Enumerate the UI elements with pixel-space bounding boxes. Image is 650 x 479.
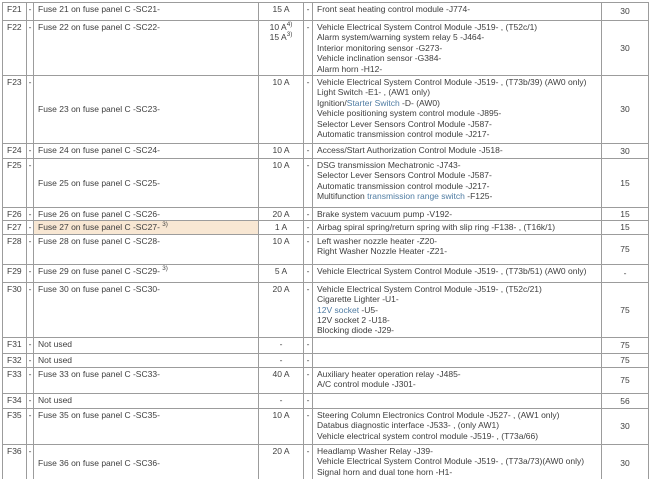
amperage-cell xyxy=(259,208,304,221)
component-line xyxy=(317,284,598,294)
amperage-text: 20 A xyxy=(272,445,290,456)
dash-cell: - xyxy=(304,159,313,208)
fuse-description-cell xyxy=(34,21,259,76)
amperage-cell xyxy=(259,234,304,264)
terminal-value-cell: 30 xyxy=(602,144,649,159)
table-row xyxy=(3,221,649,234)
amperage-value xyxy=(261,22,301,32)
table-row xyxy=(3,337,649,353)
components-cell xyxy=(313,21,602,76)
fuse-id-cell: F32 xyxy=(3,353,27,367)
component-line xyxy=(317,108,598,118)
component-line xyxy=(317,379,598,389)
table-row xyxy=(3,159,649,208)
terminal-value-cell: 75 xyxy=(602,337,649,353)
component-text: Headlamp Washer Relay -J39- xyxy=(317,445,433,456)
component-text: Front seat heating control module -J774- xyxy=(317,4,471,14)
component-line xyxy=(317,236,598,246)
dash-cell: - xyxy=(304,367,313,393)
dash-cell: - xyxy=(304,264,313,282)
component-text: Alarm horn -H12- xyxy=(317,63,383,74)
dash-cell: - xyxy=(27,21,34,76)
component-link[interactable]: 12V socket xyxy=(317,304,360,315)
terminal-value-cell: 15 xyxy=(602,221,649,234)
amperage-cell xyxy=(259,337,304,353)
amperage-text: 40 A xyxy=(272,368,290,379)
component-link[interactable]: transmission range switch xyxy=(367,191,465,202)
component-line xyxy=(317,191,598,201)
amperage-cell xyxy=(259,264,304,282)
fuse-description-cell xyxy=(34,3,259,21)
component-line xyxy=(317,145,598,155)
amperage-value xyxy=(261,410,301,420)
components-cell xyxy=(313,282,602,337)
component-text: Right Washer Nozzle Heater -Z21- xyxy=(317,246,448,257)
table-row xyxy=(3,408,649,444)
fuse-id-cell: F33 xyxy=(3,367,27,393)
component-text: Vehicle inclination sensor -G384- xyxy=(317,53,442,64)
terminal-value-cell: 75 xyxy=(602,282,649,337)
component-line xyxy=(317,98,598,108)
fuse-description: Not used xyxy=(38,394,73,405)
component-line xyxy=(317,315,598,325)
amperage-value xyxy=(261,446,301,456)
fuse-description: Fuse 21 on fuse panel C -SC21- xyxy=(38,4,160,14)
dash-cell: - xyxy=(27,264,34,282)
component-text: Automatic transmission control module -J217- xyxy=(317,180,490,191)
component-line xyxy=(317,209,598,219)
footnote-marker: 3) xyxy=(286,31,293,39)
table-row xyxy=(3,444,649,479)
component-line xyxy=(317,22,598,32)
component-line xyxy=(317,181,598,191)
terminal-value-cell: 15 xyxy=(602,159,649,208)
component-text: Interior monitoring sensor -G273- xyxy=(317,42,443,53)
dash-cell: - xyxy=(304,282,313,337)
fuse-description-cell xyxy=(34,234,259,264)
dash-cell: - xyxy=(27,159,34,208)
component-text: Airbag spiral spring/return spring with slip ring -F138- , (T16k/1) xyxy=(317,222,556,233)
terminal-value-cell: 75 xyxy=(602,353,649,367)
table-row xyxy=(3,282,649,337)
component-text: -U5- xyxy=(359,304,378,315)
amperage-cell xyxy=(259,408,304,444)
component-text: -D- (AW0) xyxy=(399,97,440,108)
component-line xyxy=(317,410,598,420)
amperage-cell xyxy=(259,144,304,159)
fuse-description: Fuse 23 on fuse panel C -SC23- xyxy=(38,104,160,115)
component-line xyxy=(317,43,598,53)
amperage-value xyxy=(261,209,301,219)
amperage-cell xyxy=(259,221,304,234)
fuse-id-cell: F23 xyxy=(3,76,27,144)
fuse-id-cell: F31 xyxy=(3,337,27,353)
table-row xyxy=(3,3,649,21)
component-line xyxy=(317,129,598,139)
amperage-value xyxy=(261,284,301,294)
fuse-id-cell: F24 xyxy=(3,144,27,159)
fuse-description-cell xyxy=(34,264,259,282)
fuse-description-cell xyxy=(34,76,259,144)
dash-cell: - xyxy=(27,337,34,353)
amperage-text: - xyxy=(279,354,283,365)
footnote-marker: 3) xyxy=(162,221,168,229)
components-cell xyxy=(313,444,602,479)
fuse-description: Fuse 26 on fuse panel C -SC26- xyxy=(38,209,160,220)
components-cell xyxy=(313,234,602,264)
amperage-value xyxy=(261,395,301,405)
amperage-value xyxy=(261,32,301,42)
component-line xyxy=(317,87,598,97)
component-text: Vehicle Electrical System Control Module -J519- , (T52c/1) xyxy=(317,22,538,32)
component-line xyxy=(317,467,598,477)
components-cell xyxy=(313,144,602,159)
component-line xyxy=(317,456,598,466)
components-cell xyxy=(313,353,602,367)
amperage-text: - xyxy=(279,394,283,405)
components-cell xyxy=(313,3,602,21)
component-line xyxy=(317,53,598,63)
component-text: Selector Lever Sensors Control Module -J587- xyxy=(317,170,492,181)
amperage-cell xyxy=(259,353,304,367)
terminal-value-cell: 30 xyxy=(602,21,649,76)
fuse-description: Not used xyxy=(38,338,73,349)
terminal-value-cell: 30 xyxy=(602,76,649,144)
fuse-description: Fuse 30 on fuse panel C -SC30- xyxy=(38,283,160,294)
amperage-cell xyxy=(259,76,304,144)
amperage-text: 1 A xyxy=(274,222,288,233)
component-text: A/C control module -J301- xyxy=(317,379,416,390)
terminal-value-cell: - xyxy=(602,264,649,282)
fuse-description: Fuse 33 on fuse panel C -SC33- xyxy=(38,368,160,379)
amperage-cell xyxy=(259,444,304,479)
fuse-description: Fuse 36 on fuse panel C -SC36- xyxy=(38,458,160,469)
component-text: Vehicle electrical system control module -J519- , (T73a/66) xyxy=(317,430,539,441)
fuse-description: Fuse 35 on fuse panel C -SC35- xyxy=(38,409,160,420)
component-line xyxy=(317,222,598,232)
amperage-text: 10 A xyxy=(272,77,290,88)
component-text: Vehicle Electrical System Control Module -J519- , (T73b/39) (AW0 only) xyxy=(317,77,587,88)
terminal-value-cell: 30 xyxy=(602,3,649,21)
fuse-id-cell: F25 xyxy=(3,159,27,208)
amperage-cell xyxy=(259,367,304,393)
dash-cell: - xyxy=(304,221,313,234)
fuse-description: Fuse 28 on fuse panel C -SC28- xyxy=(38,235,160,246)
fuse-id-cell: F35 xyxy=(3,408,27,444)
dash-cell: - xyxy=(304,3,313,21)
components-cell xyxy=(313,264,602,282)
footnote-marker: 4) xyxy=(286,21,293,29)
component-text: Automatic transmission control module -J217- xyxy=(317,129,490,140)
dash-cell: - xyxy=(27,393,34,408)
component-line xyxy=(317,4,598,14)
footnote-marker: 3) xyxy=(162,265,168,273)
amperage-value xyxy=(261,266,301,276)
fuse-description: Fuse 27 on fuse panel C -SC27- xyxy=(38,222,163,233)
fuse-id-cell: F22 xyxy=(3,21,27,76)
fuse-description-cell xyxy=(34,208,259,221)
component-text: Left washer nozzle heater -Z20- xyxy=(317,235,438,246)
components-cell xyxy=(313,221,602,234)
terminal-value-cell: 56 xyxy=(602,393,649,408)
component-text: Vehicle Electrical System Control Module -J519- , (T73b/51) (AW0 only) xyxy=(317,265,587,276)
fuse-description-cell xyxy=(34,408,259,444)
dash-cell: - xyxy=(304,21,313,76)
component-line xyxy=(317,266,598,276)
fuse-description: Fuse 25 on fuse panel C -SC25- xyxy=(38,177,160,188)
amperage-text: 10 A xyxy=(272,235,290,246)
component-text: Signal horn and dual tone horn -H1- xyxy=(317,466,453,477)
table-row xyxy=(3,144,649,159)
fuse-description-cell xyxy=(34,159,259,208)
component-line xyxy=(317,64,598,74)
components-cell xyxy=(313,393,602,408)
component-text: Alarm system/warning system relay 5 -J464- xyxy=(317,32,485,43)
fuse-id-cell: F21 xyxy=(3,3,27,21)
dash-cell: - xyxy=(27,234,34,264)
terminal-value-cell: 75 xyxy=(602,367,649,393)
amperage-cell xyxy=(259,3,304,21)
dash-cell: - xyxy=(304,393,313,408)
fuse-description: Fuse 29 on fuse panel C -SC29- xyxy=(38,265,163,276)
component-link[interactable]: Starter Switch xyxy=(346,97,400,108)
component-text: Vehicle Electrical System Control Module -J519- , (T52c/21) xyxy=(317,283,542,294)
table-row xyxy=(3,367,649,393)
dash-cell: - xyxy=(27,353,34,367)
fuse-id-cell: F28 xyxy=(3,234,27,264)
component-line xyxy=(317,77,598,87)
component-line xyxy=(317,160,598,170)
amperage-value xyxy=(261,369,301,379)
components-cell xyxy=(313,76,602,144)
dash-cell: - xyxy=(27,221,34,234)
component-line xyxy=(317,420,598,430)
fuse-description: Fuse 22 on fuse panel C -SC22- xyxy=(38,22,160,32)
amperage-value xyxy=(261,355,301,365)
dash-cell: - xyxy=(304,76,313,144)
amperage-text: 20 A xyxy=(272,283,290,294)
component-line xyxy=(317,294,598,304)
amperage-value xyxy=(261,77,301,87)
component-line xyxy=(317,369,598,379)
table-row xyxy=(3,393,649,408)
dash-cell: - xyxy=(304,408,313,444)
fuse-description-cell xyxy=(34,282,259,337)
components-cell xyxy=(313,159,602,208)
component-text: Selector Lever Sensors Control Module -J587- xyxy=(317,118,492,129)
amperage-text: 20 A xyxy=(272,209,290,220)
component-line xyxy=(317,446,598,456)
dash-cell: - xyxy=(27,144,34,159)
fuse-description: Not used xyxy=(38,354,73,365)
table-row xyxy=(3,76,649,144)
fuse-description-cell xyxy=(34,144,259,159)
component-text: Databus diagnostic interface -J533- , (only AW1) xyxy=(317,420,500,431)
fuse-id-cell: F36 xyxy=(3,444,27,479)
fuse-description-cell xyxy=(34,444,259,479)
amperage-text: 10 A xyxy=(272,145,290,156)
dash-cell: - xyxy=(27,208,34,221)
fuse-table xyxy=(2,2,649,479)
component-line xyxy=(317,119,598,129)
amperage-cell xyxy=(259,393,304,408)
amperage-cell xyxy=(259,21,304,76)
fuse-description-cell xyxy=(34,221,259,234)
component-line xyxy=(317,325,598,335)
component-line xyxy=(317,32,598,42)
amperage-text: 10 A xyxy=(269,22,287,32)
dash-cell: - xyxy=(27,3,34,21)
amperage-value xyxy=(261,222,301,232)
components-cell xyxy=(313,367,602,393)
fuse-table-body xyxy=(3,3,649,479)
dash-cell: - xyxy=(27,367,34,393)
dash-cell: - xyxy=(304,353,313,367)
component-text: -F125- xyxy=(464,191,493,202)
fuse-id-cell: F34 xyxy=(3,393,27,408)
amperage-cell xyxy=(259,159,304,208)
component-line xyxy=(317,170,598,180)
component-text: Cigarette Lighter -U1- xyxy=(317,294,399,305)
component-line xyxy=(317,246,598,256)
components-cell xyxy=(313,337,602,353)
fuse-id-cell: F29 xyxy=(3,264,27,282)
terminal-value-cell: 30 xyxy=(602,408,649,444)
fuse-description-cell xyxy=(34,337,259,353)
table-row xyxy=(3,353,649,367)
fuse-id-cell: F26 xyxy=(3,208,27,221)
terminal-value-cell: 30 xyxy=(602,444,649,479)
component-text: Auxiliary heater operation relay -J485- xyxy=(317,368,461,379)
component-text: Access/Start Authorization Control Module -J518- xyxy=(317,145,503,156)
fuse-description-cell xyxy=(34,393,259,408)
terminal-value-cell: 75 xyxy=(602,234,649,264)
amperage-text: 5 A xyxy=(274,265,288,276)
fuse-description-cell xyxy=(34,353,259,367)
fuse-description-cell xyxy=(34,367,259,393)
table-row xyxy=(3,234,649,264)
component-text: Vehicle Electrical System Control Module -J519- , (T73a/73)(AW0 only) xyxy=(317,456,585,467)
component-text: Light Switch -E1- , (AW1 only) xyxy=(317,87,431,98)
table-row xyxy=(3,21,649,76)
amperage-value xyxy=(261,339,301,349)
amperage-text: 10 A xyxy=(272,409,290,420)
dash-cell: - xyxy=(27,444,34,479)
fuse-description: Fuse 24 on fuse panel C -SC24- xyxy=(38,145,160,156)
amperage-cell xyxy=(259,282,304,337)
component-line xyxy=(317,431,598,441)
amperage-value xyxy=(261,4,301,14)
fuse-id-cell: F27 xyxy=(3,221,27,234)
dash-cell: - xyxy=(304,444,313,479)
amperage-text: 15 A xyxy=(272,4,290,14)
dash-cell: - xyxy=(304,337,313,353)
components-cell xyxy=(313,408,602,444)
table-row xyxy=(3,208,649,221)
dash-cell: - xyxy=(27,76,34,144)
dash-cell: - xyxy=(304,144,313,159)
table-row xyxy=(3,264,649,282)
components-cell xyxy=(313,208,602,221)
component-line xyxy=(317,305,598,315)
component-text: Multifunction xyxy=(317,191,368,202)
component-text: Brake system vacuum pump -V192- xyxy=(317,209,453,220)
dash-cell: - xyxy=(27,408,34,444)
component-text: Steering Column Electronics Control Module -J527- , (AW1 only) xyxy=(317,409,560,420)
amperage-text: - xyxy=(279,338,283,349)
amperage-text: 15 A xyxy=(269,32,287,43)
dash-cell: - xyxy=(27,282,34,337)
component-text: Vehicle positioning system control module -J895- xyxy=(317,108,502,119)
amperage-text: 10 A xyxy=(272,160,290,171)
component-text: 12V socket 2 -U18- xyxy=(317,315,390,326)
dash-cell: - xyxy=(304,234,313,264)
component-text: DSG transmission Mechatronic -J743- xyxy=(317,160,461,171)
fuse-id-cell: F30 xyxy=(3,282,27,337)
amperage-value xyxy=(261,145,301,155)
terminal-value-cell: 15 xyxy=(602,208,649,221)
amperage-value xyxy=(261,236,301,246)
component-text: Blocking diode -J29- xyxy=(317,325,395,336)
amperage-value xyxy=(261,160,301,170)
component-text: Ignition/ xyxy=(317,97,347,108)
dash-cell: - xyxy=(304,208,313,221)
